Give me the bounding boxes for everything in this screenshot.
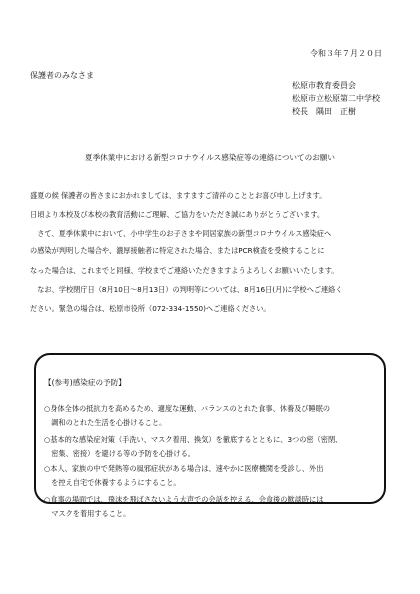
- sender-line-principal: 校長 隅田 正樹: [292, 107, 356, 116]
- recipient: 保護者のみなさま: [30, 71, 94, 80]
- sender-line-board: 松原市教育委員会: [292, 81, 356, 90]
- sender-line-school: 松原市立松原第二中学校: [292, 94, 380, 103]
- prevention-item: ○基本的な感染症対策（手洗い、マスク着用、換気）を徹底するとともに、3つの密（密閉、: [44, 435, 343, 444]
- notice-title: 【(参考)感染症の予防】: [44, 378, 126, 387]
- body-line: 盛夏の候 保護者の皆さまにおかれましては、ますますご清祥のこととお喜び申し上げます。: [30, 191, 327, 200]
- body-line: さて、夏季休業中において、小中学生のお子さまや同居家族の新型コロナウイルス感染症へ: [30, 229, 332, 238]
- body-line: ださい。緊急の場合は、松原市役所（072-334-1550)へご連絡ください。: [30, 304, 271, 313]
- prevention-item: ○食事の場面では、飛沫を飛ばさないよう大声での会話を控える、会食後の歓談時には: [44, 495, 324, 504]
- body-line: なお、学校閉庁日（8月10日～8月13日）の判明等については、8月16日(月)に学校へご連絡く: [30, 285, 343, 294]
- body-line: の感染が判明した場合や、濃厚接触者に特定された場合、またはPCR検査を受検することに: [30, 246, 325, 255]
- prevention-item-continued: マスクを着用すること。: [44, 509, 131, 518]
- prevention-item: ○本人、家族の中で発熱等の風邪症状がある場合は、速やかに医療機関を受診し、外出: [44, 464, 324, 473]
- letter-date: 令和３年７月２０日: [310, 49, 382, 58]
- prevention-item: ○身体全体の抵抗力を高めるため、適度な運動、バランスのとれた食事、休養及び睡眠の: [44, 404, 331, 413]
- prevention-item-continued: 調和のとれた生活を心掛けること。: [44, 418, 167, 427]
- body-line: 日頃より本校及び本校の教育活動にご理解、ご協力をいただき誠にありがとうございます。: [30, 210, 325, 219]
- prevention-item-continued: 密集、密接）を避ける等の予防を心掛ける。: [44, 449, 195, 458]
- prevention-item-continued: を控え自宅で休養するようにすること。: [44, 478, 181, 487]
- body-line: なった場合は、これまでと同様、学校までご連絡いただきますようよろしくお願いいたします。: [30, 266, 339, 275]
- letter-subject: 夏季休業中における新型コロナウイルス感染症等の連絡についてのお願い: [85, 153, 335, 162]
